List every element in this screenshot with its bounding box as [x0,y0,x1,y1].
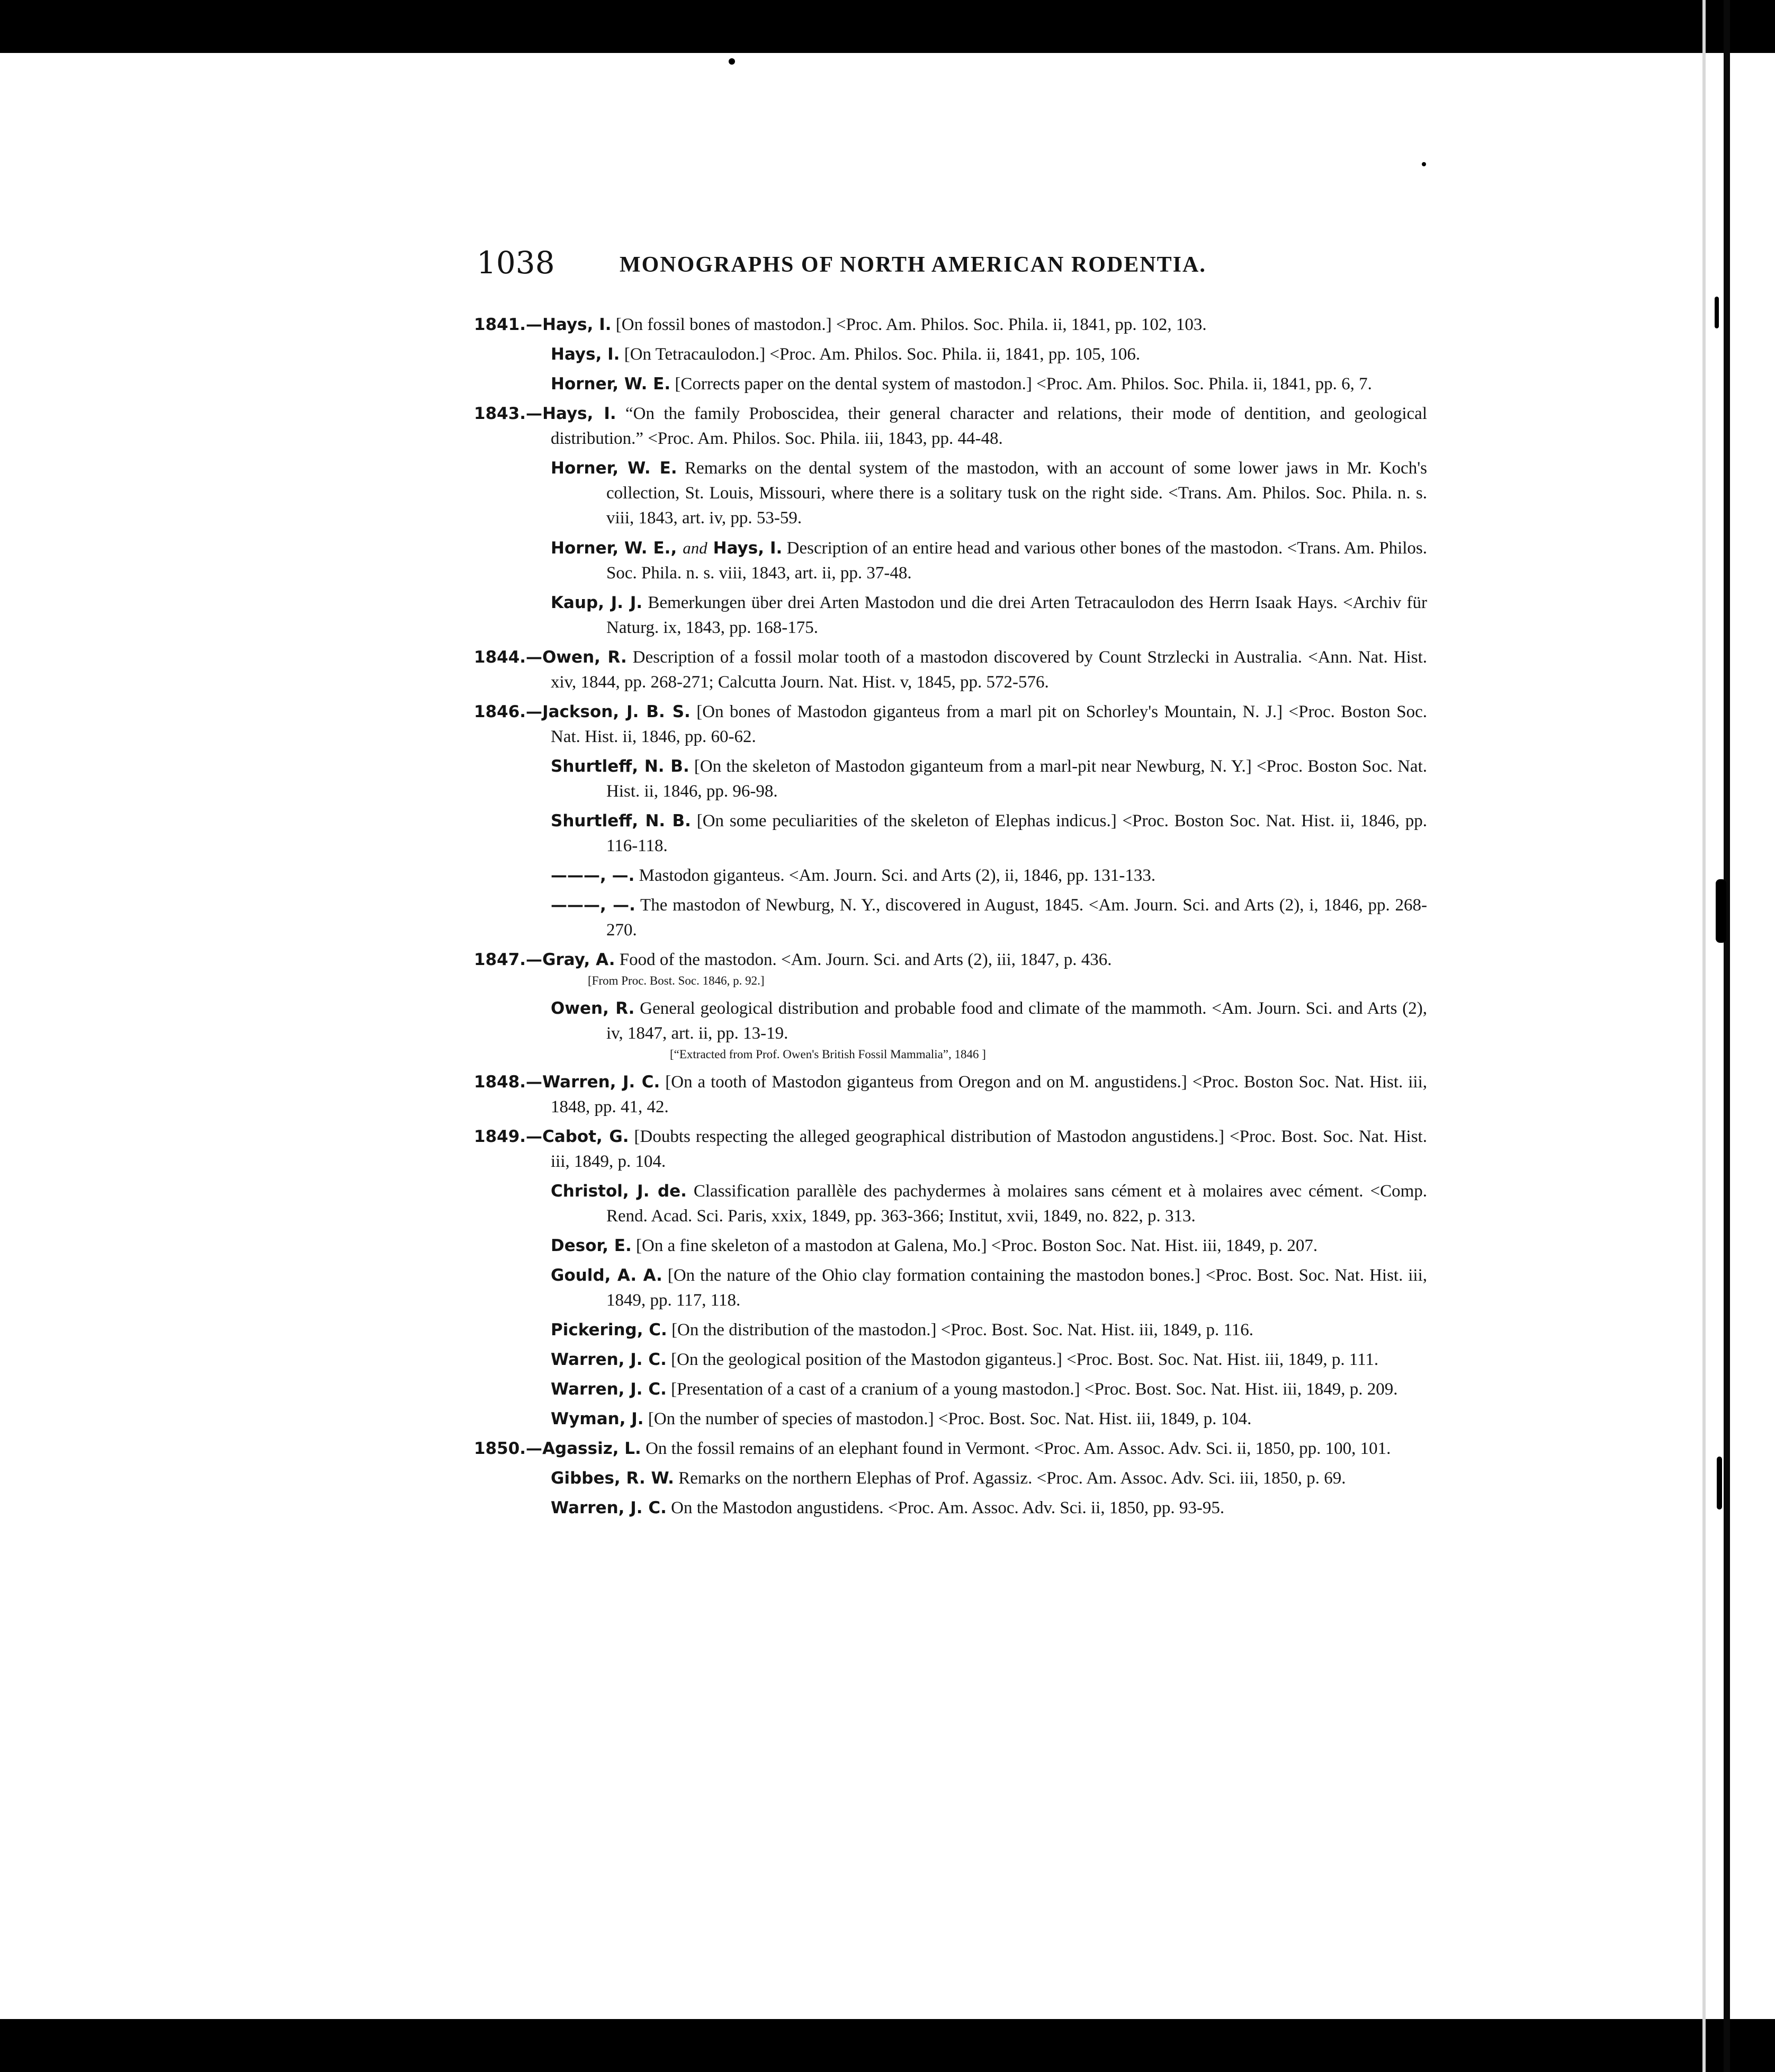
entry-author: Cabot, G. [542,1127,629,1146]
bibliography-entry [474,1496,1427,1521]
entry-text: [On the nature of the Ohio clay formation containing the mastodon bones.] <Proc. Bost. Soc. Nat. Hist. iii, 1849, pp. 117, 118. [606,1266,1427,1310]
entry-author: ———, —. [551,866,635,885]
entry-text: [Corrects paper on the dental system of mastodon.] <Proc. Am. Philos. Soc. Phila. ii, 1841, pp. 6, 7. [670,374,1372,394]
bibliography-entry [474,1070,1427,1120]
entry-year: 1841.— [474,315,543,334]
scan-speck [1717,1457,1722,1510]
entry-author: Owen, R. [551,999,635,1018]
entry-text: Bemerkungen über drei Arten Mastodon und die drei Arten Tetracaulodon des Herrn Isaak Hays. <Archiv für Naturg. ix, 1843, pp. 168-175. [606,593,1428,637]
entry-author [551,539,782,558]
entry-text: The mastodon of Newburg, N. Y., discovered in August, 1845. <Am. Journ. Sci. and Arts (2), i, 1846, pp. 268-270. [606,896,1427,940]
scan-speck [729,58,735,65]
scan-speck [1715,297,1719,328]
page-edge-shadow [1702,0,1706,2072]
entry-text: Description of an entire head and various other bones of the mastodon. <Trans. Am. Philos. Soc. Phila. n. s. viii, 1843, art. ii, pp. 37-48. [606,539,1428,583]
bibliography-entry [474,893,1427,943]
bibliography-entry [474,1436,1427,1461]
bibliography-entry [474,700,1427,749]
entry-author: Pickering, C. [551,1320,667,1339]
scan-speck [1716,879,1726,943]
bibliography-entry [474,342,1427,367]
entry-author: Kaup, J. J. [551,593,643,612]
entry-author: Jackson, J. B. S. [542,702,691,721]
bibliography-entry [474,1318,1427,1343]
entry-text: Mastodon giganteus. <Am. Journ. Sci. and Arts (2), ii, 1846, pp. 131-133. [634,866,1156,885]
entry-year: 1850.— [474,1439,543,1458]
entry-author: Agassiz, L. [542,1439,641,1458]
entry-author-second: Hays, I. [707,539,783,558]
entry-author: Warren, J. C. [551,1498,667,1517]
entry-text: [On bones of Mastodon giganteus from a marl pit on Schorley's Mountain, N. J.] <Proc. Boston Soc. Nat. Hist. ii, 1846, pp. 60-62. [551,702,1427,746]
entry-text: [Presentation of a cast of a cranium of a young mastodon.] <Proc. Bost. Soc. Nat. Hist. iii, 1849, p. 209. [666,1380,1398,1399]
bibliography-entry [474,591,1427,640]
entry-text: [On the geological position of the Mastodon giganteus.] <Proc. Bost. Soc. Nat. Hist. iii, 1849, p. 111. [666,1350,1379,1369]
entry-author: Horner, W. E. [551,459,677,478]
bibliography-entry [474,1407,1427,1432]
entry-text: Food of the mastodon. <Am. Journ. Sci. and Arts (2), iii, 1847, p. 436. [615,950,1112,969]
entry-text: [On the number of species of mastodon.] <Proc. Bost. Soc. Nat. Hist. iii, 1849, p. 104. [643,1409,1252,1428]
entry-author: Gould, A. A. [551,1266,662,1285]
entry-author: Warren, J. C. [551,1380,667,1399]
entry-author: Hays, I. [542,315,612,334]
entry-year: 1849.— [474,1127,543,1146]
entry-text: On the fossil remains of an elephant found in Vermont. <Proc. Am. Assoc. Adv. Sci. ii, 1850, pp. 100, 101. [641,1439,1391,1458]
bibliography-entry [474,863,1427,888]
entry-text: General geological distribution and probable food and climate of the mammoth. <Am. Journ. Sci. and Arts (2), iv, 1847, art. ii, pp. 13-19. [606,999,1427,1043]
entry-author: Warren, J. C. [551,1350,667,1369]
entry-note: [From Proc. Bost. Soc. 1846, p. 92.] [588,974,765,987]
entry-year: 1844.— [474,648,543,667]
entry-note: [“Extracted from Prof. Owen's British Fossil Mammalia”, 1846 ] [670,1048,986,1061]
entry-text: Classification parallèle des pachydermes à molaires sans cément et à molaires avec cément. <Comp. Rend. Acad. Sci. Paris, xxix, 1849, pp. 363-366; Institut, xvii, 1849, no. 822, p. 313. [606,1182,1428,1226]
entry-text: On the Mastodon angustidens. <Proc. Am. Assoc. Adv. Sci. ii, 1850, pp. 93-95. [666,1498,1225,1517]
entry-author: Wyman, J. [551,1409,644,1428]
entry-author: Shurtleff, N. B. [551,757,689,776]
entry-author: Gibbes, R. W. [551,1469,674,1488]
bibliography-entry [474,456,1427,531]
entry-year: 1843.— [474,404,543,423]
entry-text: “On the family Proboscidea, their general character and relations, their mode of dentition, and geological distribution.” <Proc. Am. Philos. Soc. Phila. iii, 1843, pp. 44-48. [551,404,1427,448]
entry-text: [On Tetracaulodon.] <Proc. Am. Philos. Soc. Phila. ii, 1841, pp. 105, 106. [620,345,1141,364]
bibliography-entry [474,535,1427,586]
bibliography-entry [474,809,1427,859]
entry-author: Gray, A. [542,950,615,969]
bibliography-entry [474,1377,1427,1402]
entry-text: [On some peculiarities of the skeleton of Elephas indicus.] <Proc. Boston Soc. Nat. Hist. ii, 1846, pp. 116-118. [606,811,1427,855]
entry-author: ———, —. [551,896,635,915]
entry-text: Description of a fossil molar tooth of a mastodon discovered by Count Strzlecki in Australia. <Ann. Nat. Hist. xiv, 1844, pp. 268-271; Calcutta Journ. Nat. Hist. v, 1845, pp. 572-576. [551,648,1427,692]
entry-year: 1848.— [474,1073,543,1092]
scan-speck [1422,162,1426,166]
top-scan-border [0,0,1775,53]
entry-author: Christol, J. de. [551,1182,687,1201]
bottom-scan-border [0,2019,1775,2072]
bibliography-entry [474,1234,1427,1258]
entry-author: Horner, W. E. [551,374,671,394]
page-number: 1038 [477,245,555,281]
running-title: MONOGRAPHS OF NORTH AMERICAN RODENTIA. [620,253,1206,277]
bibliography-entry [474,372,1427,397]
bibliography-entry [474,401,1427,451]
bibliography-entry [474,1466,1427,1491]
entry-year: 1847.— [474,950,543,969]
entry-author: Owen, R. [542,648,627,667]
bibliography-entry [474,754,1427,804]
entry-text: [On fossil bones of mastodon.] <Proc. Am. Philos. Soc. Phila. ii, 1841, pp. 102, 103. [611,315,1207,334]
entry-author: Hays, I. [542,404,616,423]
entry-text: [On a fine skeleton of a mastodon at Galena, Mo.] <Proc. Boston Soc. Nat. Hist. iii, 1849, p. 207. [631,1236,1318,1255]
bibliography-entry [474,645,1427,695]
entry-text: [On the skeleton of Mastodon giganteum from a marl-pit near Newburg, N. Y.] <Proc. Boston Soc. Nat. Hist. ii, 1846, pp. 96-98. [606,757,1427,801]
entry-text: [On a tooth of Mastodon giganteus from Oregon and on M. angustidens.] <Proc. Boston Soc. Nat. Hist. iii, 1848, pp. 41, 42. [551,1073,1427,1117]
entry-author: Warren, J. C. [542,1073,660,1092]
page-edge-line [1724,0,1730,2072]
entry-text: Remarks on the northern Elephas of Prof. Agassiz. <Proc. Am. Assoc. Adv. Sci. iii, 1850, p. 69. [674,1469,1346,1488]
entry-author-conjunction: and [683,539,707,557]
bibliography-entry [474,996,1427,1046]
bibliography-entry [474,948,1427,972]
entry-text: [On the distribution of the mastodon.] <Proc. Bost. Soc. Nat. Hist. iii, 1849, p. 116. [667,1320,1254,1339]
entry-text: [Doubts respecting the alleged geographical distribution of Mastodon angustidens.] <Proc. Bost. Soc. Nat. Hist. iii, 1849, p. 104. [551,1127,1427,1171]
entry-author: Hays, I. [551,345,620,364]
entry-author: Desor, E. [551,1236,632,1255]
bibliography-entry [474,1347,1427,1372]
page-header [477,245,1292,287]
entry-text: Remarks on the dental system of the mastodon, with an account of some lower jaws in Mr. Koch's collection, St. Louis, Missouri, where there is a solitary tusk on the right side. <Trans. Am. Philos. Soc. Phila. n. s. viii, 1843, art. iv, pp. 53-59. [606,459,1427,528]
entry-year: 1846.— [474,702,543,721]
bibliography-entry [474,1179,1427,1229]
bibliography-entry [474,312,1427,337]
entry-author: Shurtleff, N. B. [551,811,691,830]
entry-author-first: Horner, W. E., [551,539,683,558]
bibliography-entry [474,1124,1427,1174]
bibliography-entry [474,1263,1427,1313]
bibliography-list [474,312,1427,1525]
